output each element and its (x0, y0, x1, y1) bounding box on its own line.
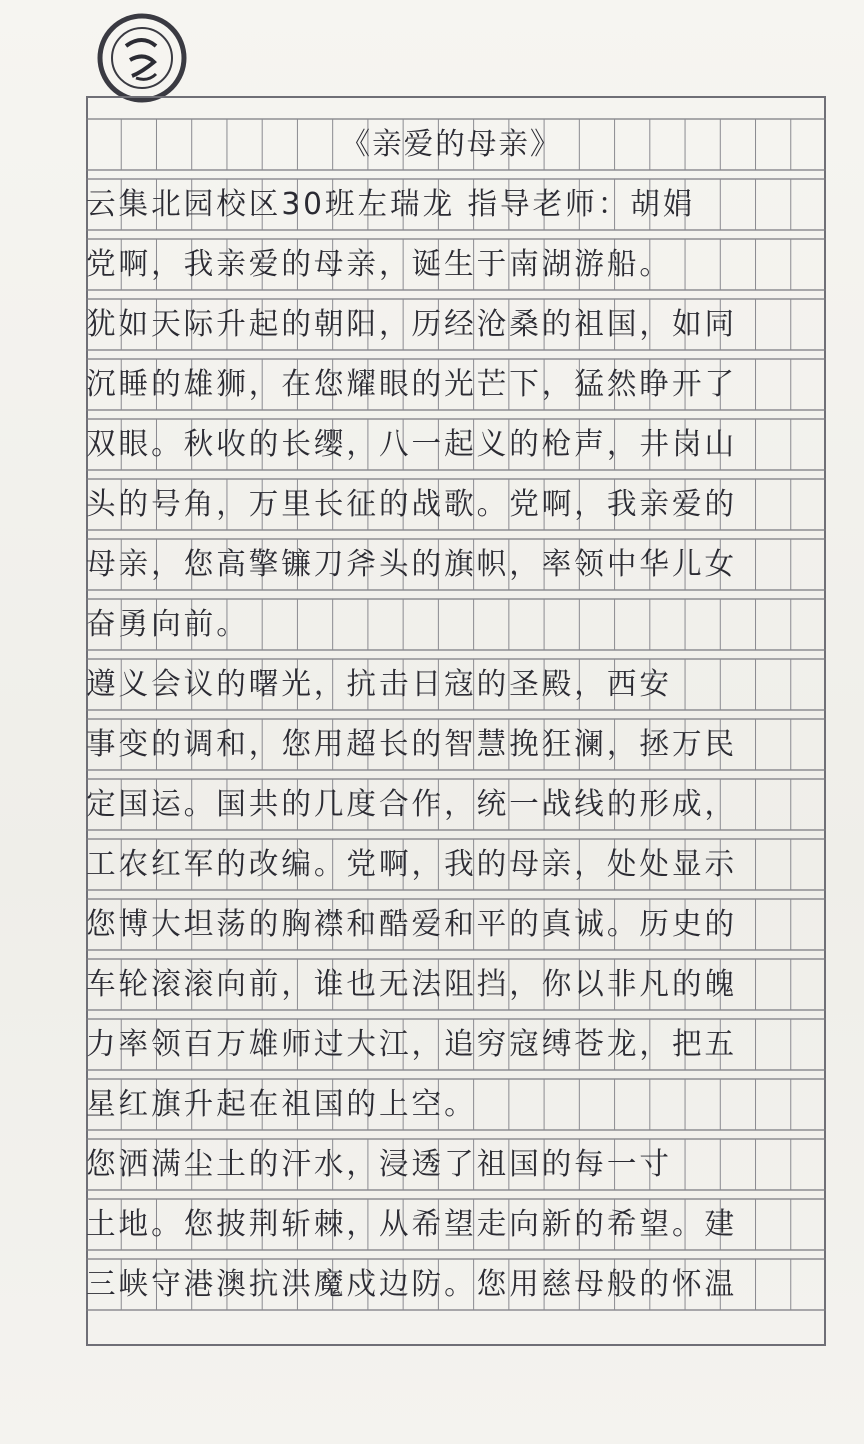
essay-line: 您博大坦荡的胸襟和酷爱和平的真诚。历史的 (86, 907, 738, 942)
essay-line: 工农红军的改编。党啊，我的母亲，处处显示 (86, 847, 738, 882)
essay-line: 车轮滚滚向前，谁也无法阻挡，你以非凡的魄 (86, 967, 738, 1002)
essay-line: 母亲，您高擎镰刀斧头的旗帜，率领中华儿女 (86, 547, 738, 582)
essay-line: 遵义会议的曙光，抗击日寇的圣殿，西安 (86, 667, 672, 702)
essay-line: 土地。您披荆斩棘，从希望走向新的希望。建 (86, 1207, 738, 1242)
school-logo (96, 12, 188, 104)
essay-line: 事变的调和，您用超长的智慧挽狂澜，拯万民 (86, 727, 738, 762)
essay-line: 奋勇向前。 (86, 607, 249, 642)
manuscript-grid (86, 96, 826, 1346)
essay-line: 三峡守港澳抗洪魔戍边防。您用慈母般的怀温 (86, 1267, 738, 1302)
essay-line: 星红旗升起在祖国的上空。 (86, 1087, 477, 1122)
essay-line: 双眼。秋收的长缨，八一起义的枪声，井岗山 (86, 427, 738, 462)
byline: 云集北园校区30班左瑞龙 指导老师：胡娟 (86, 187, 696, 222)
essay-line: 沉睡的雄狮，在您耀眼的光芒下，猛然睁开了 (86, 367, 738, 402)
essay-line: 头的号角，万里长征的战歌。党啊，我亲爱的 (86, 487, 738, 522)
essay-line: 犹如天际升起的朝阳，历经沧桑的祖国，如同 (86, 307, 738, 342)
essay-title: 《亲爱的母亲》 (340, 127, 562, 162)
essay-line: 力率领百万雄师过大江，追穷寇缚苍龙，把五 (86, 1027, 738, 1062)
essay-line: 党啊，我亲爱的母亲，诞生于南湖游船。 (86, 247, 672, 282)
essay-line: 您洒满尘土的汗水，浸透了祖国的每一寸 (86, 1147, 672, 1182)
essay-line: 定国运。国共的几度合作，统一战线的形成， (86, 787, 738, 822)
